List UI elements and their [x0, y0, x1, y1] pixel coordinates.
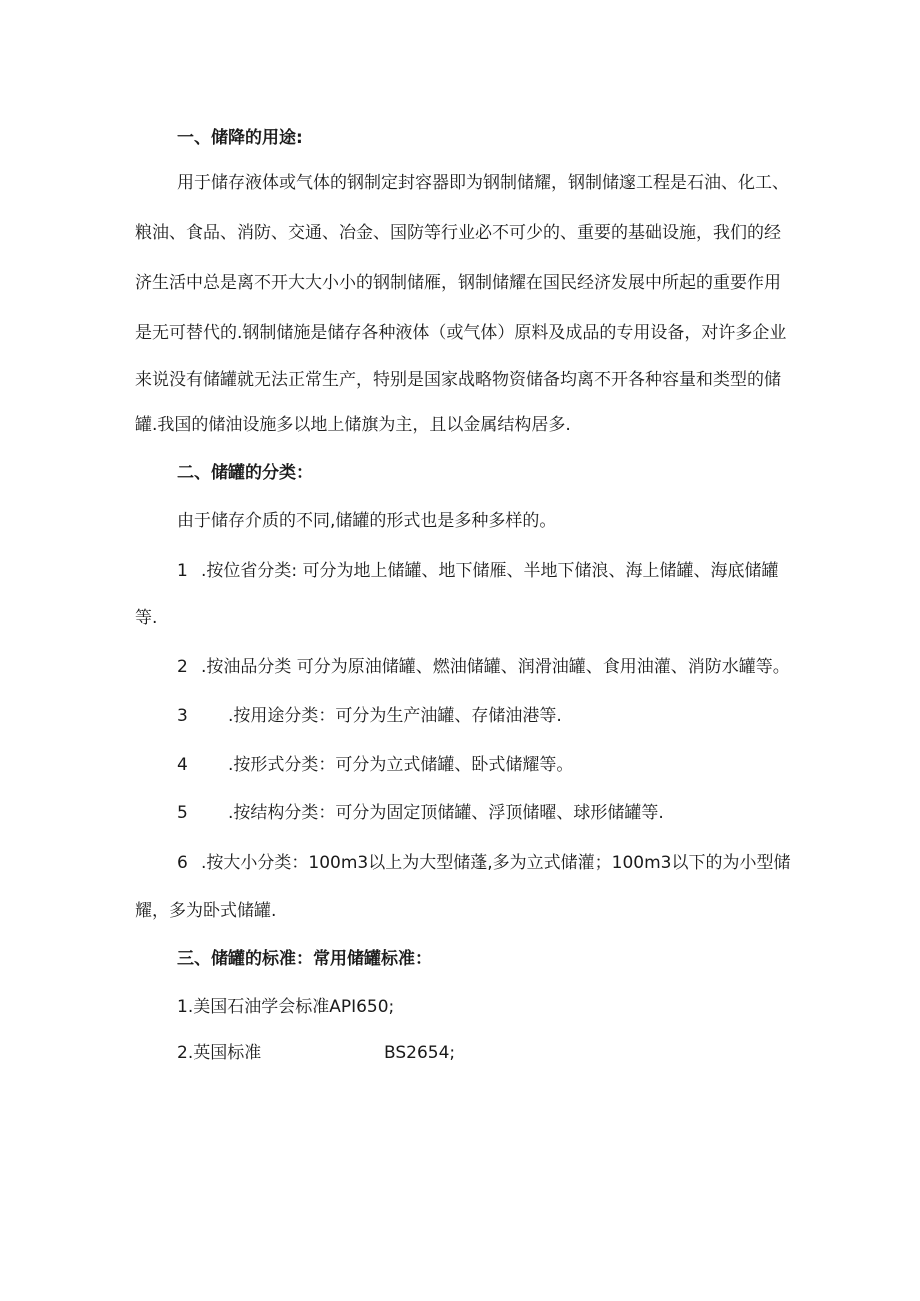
list-item-number: 4	[177, 755, 188, 775]
list-item	[177, 656, 790, 678]
section-2-intro: 由于储存介质的不同,储罐的形式也是多种多样的。	[177, 511, 557, 531]
list-item-text: .按用途分类：可分为生产油罐、存储油港等.	[228, 706, 562, 726]
section-1-paragraph-line: 用于储存液体或气体的钢制定封容器即为钢制储耀，钢制储邃工程是石油、化工、	[177, 173, 789, 193]
section-3-heading: 三、储罐的标准：常用储罐标准：	[177, 949, 432, 969]
list-item-number: 5	[177, 803, 188, 823]
list-item-continuation: 等.	[135, 608, 158, 628]
standard-label: 2.英国标准	[177, 1043, 262, 1063]
list-item-text: .按结构分类：可分为固定顶储罐、浮顶储曜、球形储罐等.	[228, 803, 664, 823]
list-item-text: .按位省分类: 可分为地上储罐、地下储雁、半地下储浪、海上储罐、海底储罐	[201, 561, 779, 581]
standard-item	[177, 1042, 455, 1064]
section-1-paragraph-line: 罐.我国的储油设施多以地上储旗为主，且以金属结构居多.	[135, 415, 571, 435]
section-1-heading: 一、储降的用途:	[177, 128, 303, 148]
standard-code: BS2654;	[384, 1043, 456, 1063]
section-1-paragraph-line: 来说没有储罐就无法正常生产，特别是国家战略物资储备均离不开各种容量和类型的储	[135, 370, 781, 390]
list-item-number: 2	[177, 657, 188, 677]
list-item-number: 3	[177, 706, 188, 726]
list-item-text: .按油品分类 可分为原油储罐、燃油储罐、润滑油罐、食用油灌、消防水罐等。	[201, 657, 790, 677]
list-item-number: 1	[177, 561, 188, 581]
list-item	[177, 852, 790, 874]
list-item	[177, 705, 562, 727]
list-item	[177, 560, 779, 582]
section-1-paragraph-line: 济生活中总是离不开大大小小的钢制储雁，钢制储耀在国民经济发展中所起的重要作用	[135, 273, 781, 293]
list-item	[177, 802, 664, 824]
list-item-continuation: 耀，多为卧式储罐.	[135, 901, 277, 921]
section-1-paragraph-line: 是无可替代的.钢制储施是储存各种液体（或气体）原料及成品的专用设备，对许多企业	[135, 323, 787, 343]
standard-item: 1.美国石油学会标准API650;	[177, 997, 395, 1017]
section-2-heading: 二、储罐的分类：	[177, 463, 313, 483]
list-item-number: 6	[177, 853, 188, 873]
section-1-paragraph-line: 粮油、食品、消防、交通、冶金、国防等行业必不可少的、重要的基础设施，我们的经	[135, 223, 781, 243]
list-item	[177, 754, 573, 776]
list-item-text: .按大小分类：100m3以上为大型储蓬,多为立式储灌；100m3以下的为小型储	[201, 853, 791, 873]
list-item-text: .按形式分类：可分为立式储罐、卧式储耀等。	[228, 755, 574, 775]
